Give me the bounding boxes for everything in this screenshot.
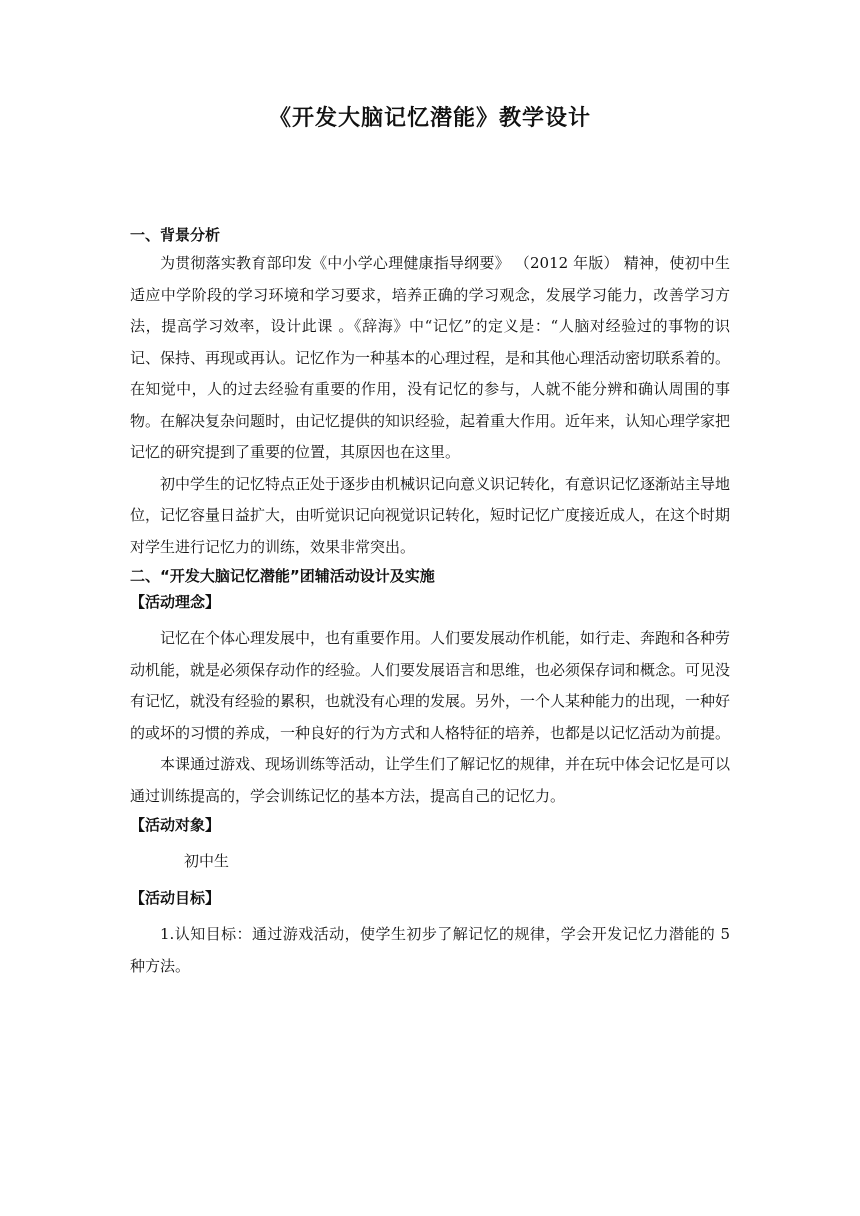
section-heading-activity-design: 二、“开发大脑记忆潜能”团辅活动设计及实施 xyxy=(130,567,435,585)
document-body xyxy=(130,222,730,982)
paragraph-background-2: 初中学生的记忆特点正处于逐步由机械识记向意义识记转化，有意识记忆逐渐站主导地位，记忆容量日益扩大，由听觉识记向视觉识记转化，短时记忆广度接近成人，在这个时期对学生进行记忆力的训练，效果非常突出。 xyxy=(130,474,731,556)
subheading-activity-goals: 【活动目标】 xyxy=(130,889,221,907)
subheading-activity-concept: 【活动理念】 xyxy=(130,593,221,611)
spacer xyxy=(130,877,730,885)
activity-target-value: 初中生 xyxy=(184,852,230,870)
goal-item-1: 1.认知目标：通过游戏活动，使学生初步了解记忆的规律，学会开发记忆力潜能的 5 种方法。 xyxy=(130,925,730,975)
spacer xyxy=(130,838,730,846)
paragraph-concept-1: 记忆在个体心理发展中，也有重要作用。人们要发展动作机能，如行走、奔跑和各种劳动机能，就是必须保存动作的经验。人们要发展语言和思维，也必须保存词和概念。可见没有记忆，就没有经验的累积，也就没有心理的发展。另外，一个人某种能力的出现，一种好的或坏的习惯的养成，一种良好的行为方式和人格特征的培养，也都是以记忆活动为前提。 xyxy=(130,629,731,742)
subheading-activity-target: 【活动对象】 xyxy=(130,816,221,834)
spacer xyxy=(130,615,730,623)
paragraph-concept-2: 本课通过游戏、现场训练等活动，让学生们了解记忆的规律，并在玩中体会记忆是可以通过训练提高的，学会训练记忆的基本方法，提高自己的记忆力。 xyxy=(130,755,731,805)
document-title: 《开发大脑记忆潜能》教学设计 xyxy=(268,106,591,131)
spacer xyxy=(130,911,730,919)
section-heading-background: 一、背景分析 xyxy=(130,226,221,244)
paragraph-background-1: 为贯彻落实教育部印发《中小学心理健康指导纲要》 （2012 年版） 精神，使初中生适应中学阶段的学习环境和学习要求，培养正确的学习观念，发展学习能力，改善学习方法，提高学习效率，设计此课 。《辞海》中“记忆”的定义是：“人脑对经验过的事物的识记、保持、再现或再认。记忆作为一种基本的心理过程，是和其他心理活动密切联系着的。在知觉中，人的过去经验有重要的作用，没有记忆的参与，人就不能分辨和确认周围的事物。在解决复杂问题时，由记忆提供的知识经验，起着重大作用。近年来，认知心理学家把记忆的研究提到了重要的位置，其原因也在这里。 xyxy=(130,254,731,461)
